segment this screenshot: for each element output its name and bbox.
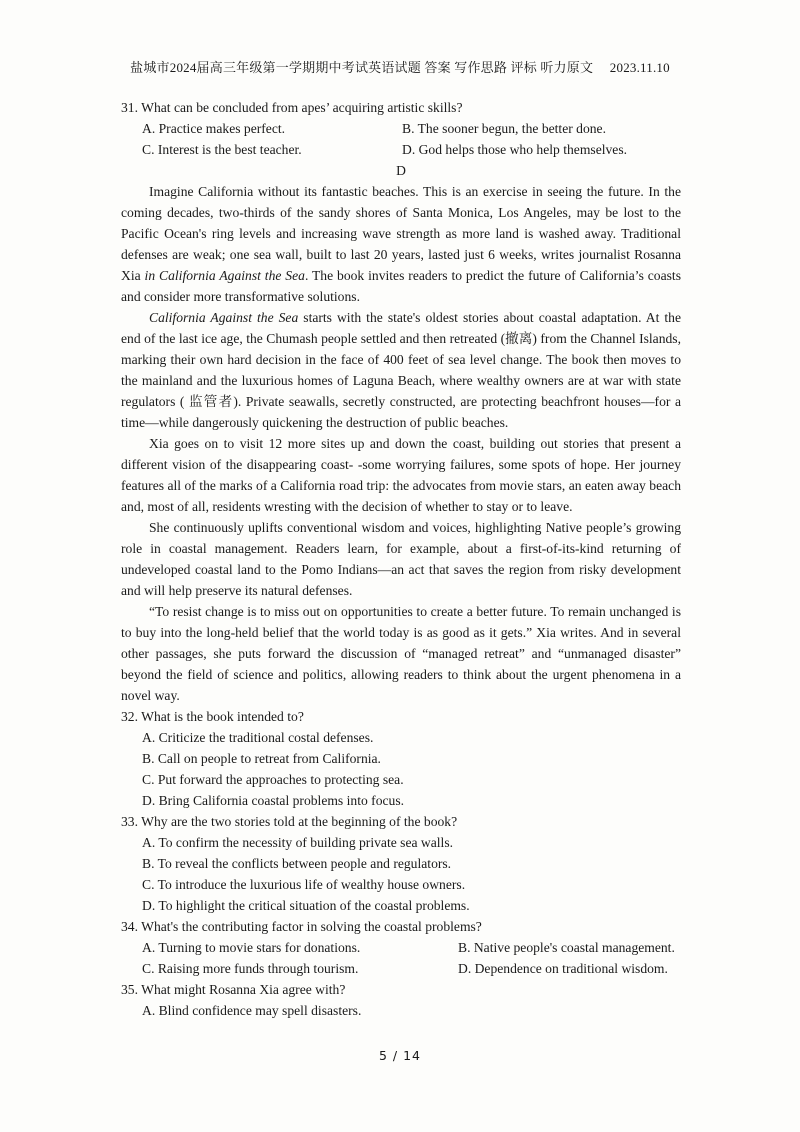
book-title: California Against the Sea [149,310,299,325]
passage-p1-text-b: . The book invites readers to predict the future of California’s coasts and consider more transformative solutions. [121,268,681,304]
question-33-option-b: B. To reveal the conflicts between people and regulators. [142,856,452,871]
question-33-option-c: C. To introduce the luxurious life of wealthy house owners. [142,877,466,892]
question-34-options-row-1 [121,937,681,958]
question-33-stem: 33. Why are the two stories told at the beginning of the book? [121,814,458,829]
question-33-option-d: D. To highlight the critical situation of the coastal problems. [142,898,470,913]
passage-p1-text-a: Imagine California without its fantastic beaches. This is an exercise in seeing the future. In the coming decades, two-thirds of the sandy shores of Santa Monica, Los Angeles, may be lost to the Pacific Ocean's ring levels and increasing wave strength as more land is washed away. Traditional defenses are weak; one sea wall, built to last 20 years, lasted just 6 weeks, writes journalist Rosanna Xia [121,184,681,283]
section-heading: D [396,163,406,178]
question-31-options-row-1 [121,118,681,139]
passage-paragraph-3: Xia goes on to visit 12 more sites up and down the coast, building out stories that present a different vision of the disappearing coast- -some worrying failures, some spots of hope. Her journey features all of the marks of a California road trip: the advocates from movie stars, an eaten away beach and, most of all, residents wresting with the decision of whether to stay or to leave. [121,436,681,514]
question-35-stem: 35. What might Rosanna Xia agree with? [121,982,346,997]
question-31-option-d: D. God helps those who help themselves. [402,142,628,157]
question-32-stem: 32. What is the book intended to? [121,709,304,724]
question-32-option-b: B. Call on people to retreat from California. [142,751,381,766]
book-title: in California Against the Sea [144,268,305,283]
question-32-option-d: D. Bring California coastal problems into focus. [142,793,405,808]
question-31-options-row-2 [121,139,681,160]
passage-paragraph-4: She continuously uplifts conventional wisdom and voices, highlighting Native people’s growing role in coastal management. Readers learn, for example, about a first-of-its-kind returning of undeveloped coastal land to the Pomo Indians—an act that saves the region from risky development and will help preserve its natural defenses. [121,520,681,598]
passage-paragraph-5: “To resist change is to miss out on opportunities to create a better future. To remain unchanged is to buy into the long-held belief that the world today is as good as it gets.” Xia writes. And in several other passages, she puts forward the discussion of “managed retreat” and “unmanaged disaster” beyond the field of science and politics, allowing readers to think about the urgent phenomena in a novel way. [121,604,681,703]
passage-p2-text: starts with the state's oldest stories about coastal adaptation. At the end of the last ice age, the Chumash people settled and then retreated (撤离) from the Channel Islands, marking their own hard decision in the face of 400 feet of sea level change. The book then moves to the mainland and the luxurious homes of Laguna Beach, where wealthy owners are at war with state regulators ( 监管者). Private seawalls, secretly constructed, are protecting beachfront houses—for a time—while dangerously quickening the destruction of public beaches. [121,310,681,430]
question-34-option-a: A. Turning to movie stars for donations. [142,940,361,955]
page-number: 5 / 14 [378,1048,422,1063]
question-31-stem: 31. What can be concluded from apes’ acquiring artistic skills? [121,100,463,115]
question-31-option-c: C. Interest is the best teacher. [142,142,302,157]
question-35-option-a: A. Blind confidence may spell disasters. [142,1003,362,1018]
question-34-option-b: B. Native people's coastal management. [458,940,675,955]
question-34-options-row-2 [121,958,681,979]
page-content [121,97,681,1021]
question-31-option-b: B. The sooner begun, the better done. [402,121,606,136]
passage-paragraph-2 [121,307,681,433]
question-34-option-c: C. Raising more funds through tourism. [142,961,359,976]
question-34-stem: 34. What's the contributing factor in solving the coastal problems? [121,919,482,934]
passage-paragraph-1 [121,181,681,307]
page-header: 盐城市2024届高三年级第一学期期中考试英语试题 答案 写作思路 评标 听力原文 2023.11.10 [130,60,670,75]
question-32-option-a: A. Criticize the traditional costal defenses. [142,730,374,745]
question-34-option-d: D. Dependence on traditional wisdom. [458,961,668,976]
question-31-option-a: A. Practice makes perfect. [142,121,286,136]
question-33-option-a: A. To confirm the necessity of building private sea walls. [142,835,454,850]
question-32-option-c: C. Put forward the approaches to protecting sea. [142,772,404,787]
